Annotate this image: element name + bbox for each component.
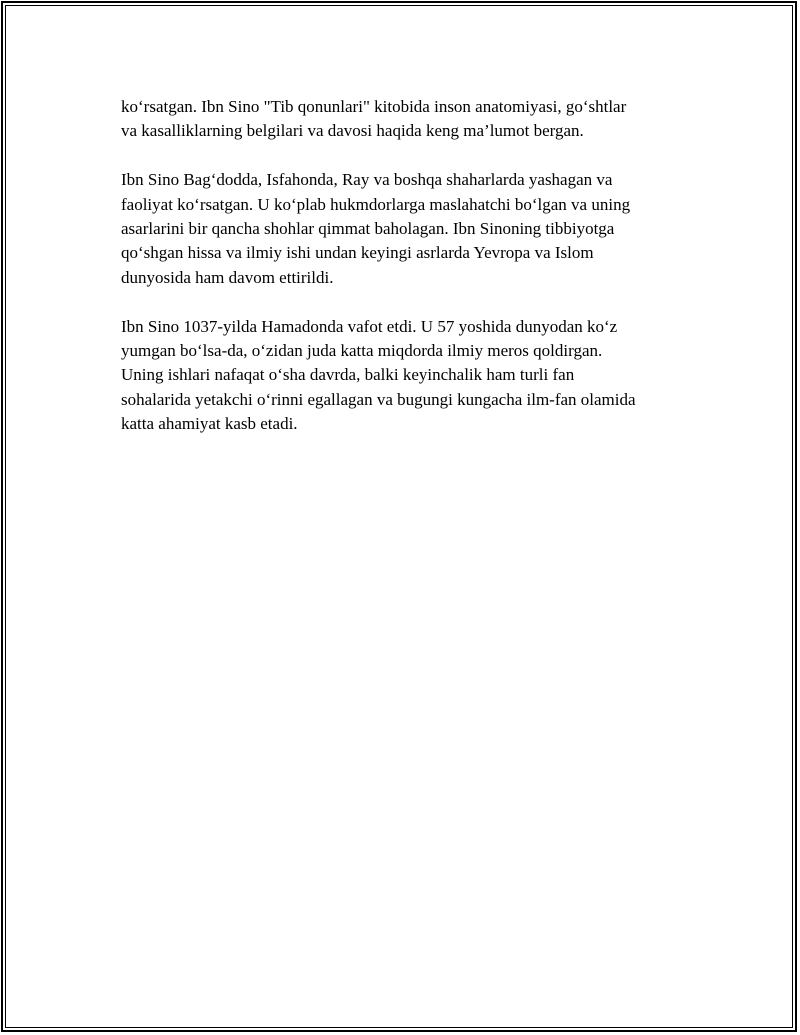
text-line: dunyosida ham davom ettirildi. bbox=[121, 267, 334, 287]
text-line: Ibn Sino 1037-yilda Hamadonda vafot etdi. U 57 yoshida dunyodan ko‘z bbox=[121, 316, 618, 336]
text-line: faoliyat ko‘rsatgan. U ko‘plab hukmdorlarga maslahatchi bo‘lgan va uning bbox=[121, 194, 631, 214]
text-line: yumgan bo‘lsa-da, o‘zidan juda katta miqdorda ilmiy meros qoldirgan. bbox=[121, 341, 603, 361]
page-frame bbox=[1, 1, 797, 1032]
text-line: qo‘shgan hissa va ilmiy ishi undan keyingi asrlarda Yevropa va Islom bbox=[121, 243, 594, 263]
text-line: asarlarini bir qancha shohlar qimmat baholagan. Ibn Sinoning tibbiyotga bbox=[121, 219, 615, 239]
paragraph-1 bbox=[121, 95, 711, 144]
text-line: ko‘rsatgan. Ibn Sino "Tib qonunlari" kitobida inson anatomiyasi, go‘shtlar bbox=[121, 97, 627, 116]
paragraph-3 bbox=[121, 315, 711, 437]
text-line: Ibn Sino Bag‘dodda, Isfahonda, Ray va boshqa shaharlarda yashagan va bbox=[121, 170, 613, 190]
paragraph-2 bbox=[121, 168, 711, 290]
text-line: Uning ishlari nafaqat o‘sha davrda, balki keyinchalik ham turli fan bbox=[121, 365, 575, 385]
text-line: katta ahamiyat kasb etadi. bbox=[121, 414, 298, 434]
text-line: va kasalliklarning belgilari va davosi haqida keng ma’lumot bergan. bbox=[121, 121, 584, 141]
document-body bbox=[121, 95, 711, 461]
text-line: sohalarida yetakchi o‘rinni egallagan va bugungi kungacha ilm-fan olamida bbox=[121, 389, 636, 409]
